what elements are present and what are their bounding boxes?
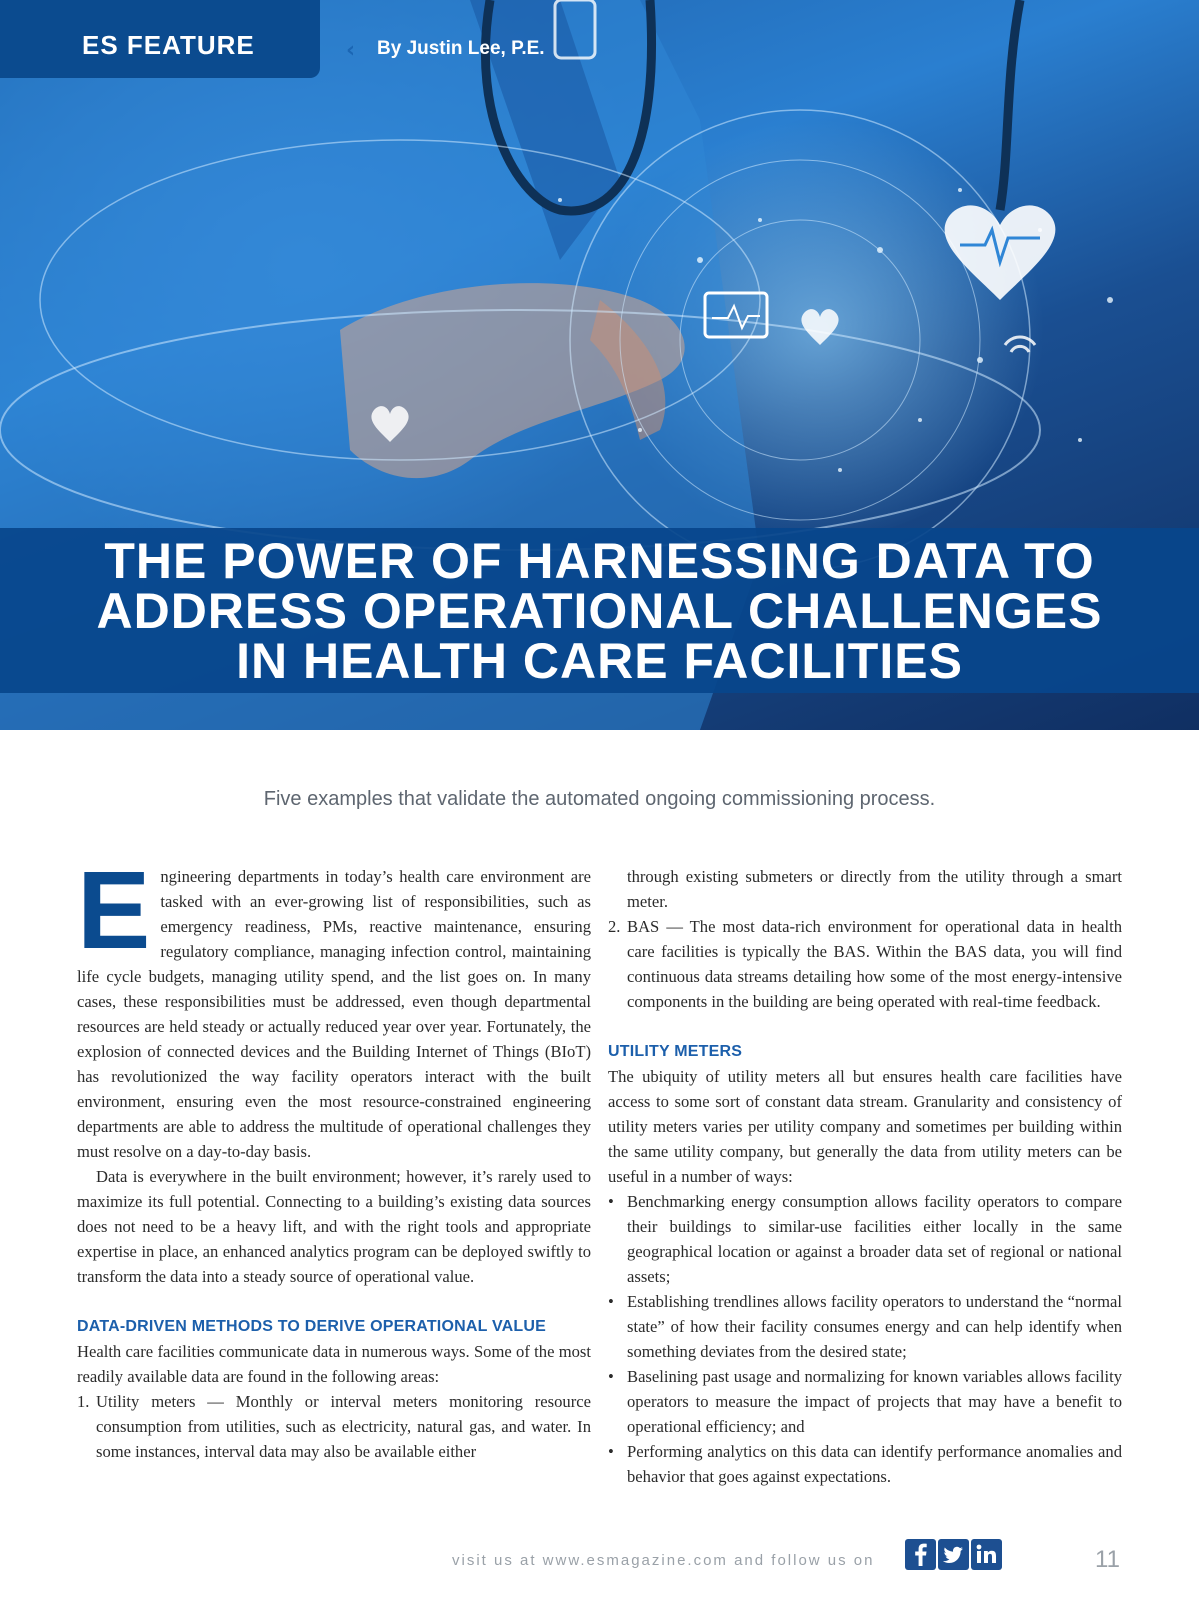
linkedin-icon[interactable] (971, 1539, 1002, 1570)
twitter-icon[interactable] (938, 1539, 969, 1570)
body-paragraph-3: Health care facilities communicate data in numerous ways. Some of the most readily available data are found in the following areas: (77, 1342, 591, 1386)
chevron-left-icon: ‹ (346, 38, 356, 63)
section-badge (0, 0, 320, 78)
list-item-text: through existing submeters or directly from the utility through a smart meter. (627, 867, 1122, 911)
bullet-text: Baselining past usage and normalizing for known variables allows facility operators to measure the impact of projects that may have a benefit to operational efficiency; and (627, 1367, 1122, 1436)
title-line-2: ADDRESS OPERATIONAL CHALLENGES (96, 583, 1103, 639)
list-item-bas (608, 914, 1122, 1014)
heart-icon (945, 205, 1056, 300)
bullet-item (608, 1189, 1122, 1289)
intro-paragraph (77, 849, 591, 1164)
right-column (608, 864, 1122, 1489)
bullet-item (608, 1364, 1122, 1439)
section-label: ES FEATURE (82, 30, 255, 60)
bullet-text: Performing analytics on this data can identify performance anomalies and behavior that goes against expectations. (627, 1442, 1122, 1486)
intro-text: ngineering departments in today’s health care environment are tasked with an ever-growing list of responsibilities, such as emergency readiness, PMs, reactive maintenance, ensuring regulatory compliance, managing infection control, maintaining life cycle budgets, managing utility spend, and the list goes on. In many cases, these responsibilities must be addressed, even though departmental resources are held steady or actually reduced year over year. Fortunately, the explosion of connected devices and the Building Internet of Things (BIoT) has revolutionized the way facility operators interact with the built environment, ensuring even the most resource-constrained engineering departments are able to address the multitude of operational challenges they must resolve on a day-to-day basis. (77, 867, 591, 1161)
title-line-3: IN HEALTH CARE FACILITIES (236, 633, 963, 689)
facebook-icon[interactable] (905, 1539, 936, 1570)
bullet-marker: • (608, 1292, 614, 1311)
footer-text: visit us at www.esmagazine.com and follow us on (452, 1552, 875, 1569)
list-marker: 2. (608, 917, 621, 936)
bullet-marker: • (608, 1442, 614, 1461)
page-number: 11 (1095, 1546, 1120, 1573)
bullet-item (608, 1439, 1122, 1489)
utility-meters-paragraph: The ubiquity of utility meters all but ensures health care facilities have access to some sort of constant data stream. Granularity and consistency of utility meters varies per utility company and sometimes per building within the same utility company, but generally the data from utility meters can be useful in a number of ways: (608, 1067, 1122, 1186)
bullet-text: Benchmarking energy consumption allows facility operators to compare their buildings to similar-use facilities either locally in the same geographical location or against a broader data set of regional or national assets; (627, 1192, 1122, 1286)
article-deck: Five examples that validate the automated ongoing commissioning process. (263, 788, 936, 810)
body-paragraph-2: Data is everywhere in the built environment; however, it’s rarely used to maximize its full potential. Connecting to a building’s existing data sources does not need to be a heavy lift, and with the right tools and appropriate expertise in place, an enhanced analytics program can be deployed swiftly to transform the data into a steady source of operational value. (77, 1167, 591, 1286)
section-heading-utility-meters: UTILITY METERS (608, 1043, 743, 1060)
bullet-text: Establishing trendlines allows facility operators to understand the “normal state” of how their facility consumes energy and can help identify when something deviates from the desired state; (627, 1292, 1122, 1361)
list-marker: 1. (77, 1392, 90, 1411)
left-column (77, 849, 591, 1464)
article-title (0, 533, 1199, 689)
byline: By Justin Lee, P.E. (377, 38, 545, 59)
bullet-item (608, 1289, 1122, 1364)
list-item-text: BAS — The most data-rich environment for operational data in health care facilities is typically the BAS. Within the BAS data, you will find continuous data streams detailing how some of the most energy-intensive components in the building are being operated with real-time feedback. (627, 917, 1122, 1011)
bullet-marker: • (608, 1367, 614, 1386)
list-item-text: Utility meters — Monthly or interval meters monitoring resource consumption from utilities, such as electricity, natural gas, and water. In some instances, interval data may also be available either (96, 1392, 591, 1461)
list-item-utility-meters (77, 1389, 591, 1464)
list-item-continued (608, 864, 1122, 914)
bullet-marker: • (608, 1192, 614, 1211)
title-line-1: THE POWER OF HARNESSING DATA TO (104, 533, 1095, 589)
drop-cap: E (77, 849, 151, 972)
hero-image (0, 0, 1199, 730)
section-heading-data-driven: DATA-DRIVEN METHODS TO DERIVE OPERATIONAL VALUE (77, 1318, 546, 1335)
